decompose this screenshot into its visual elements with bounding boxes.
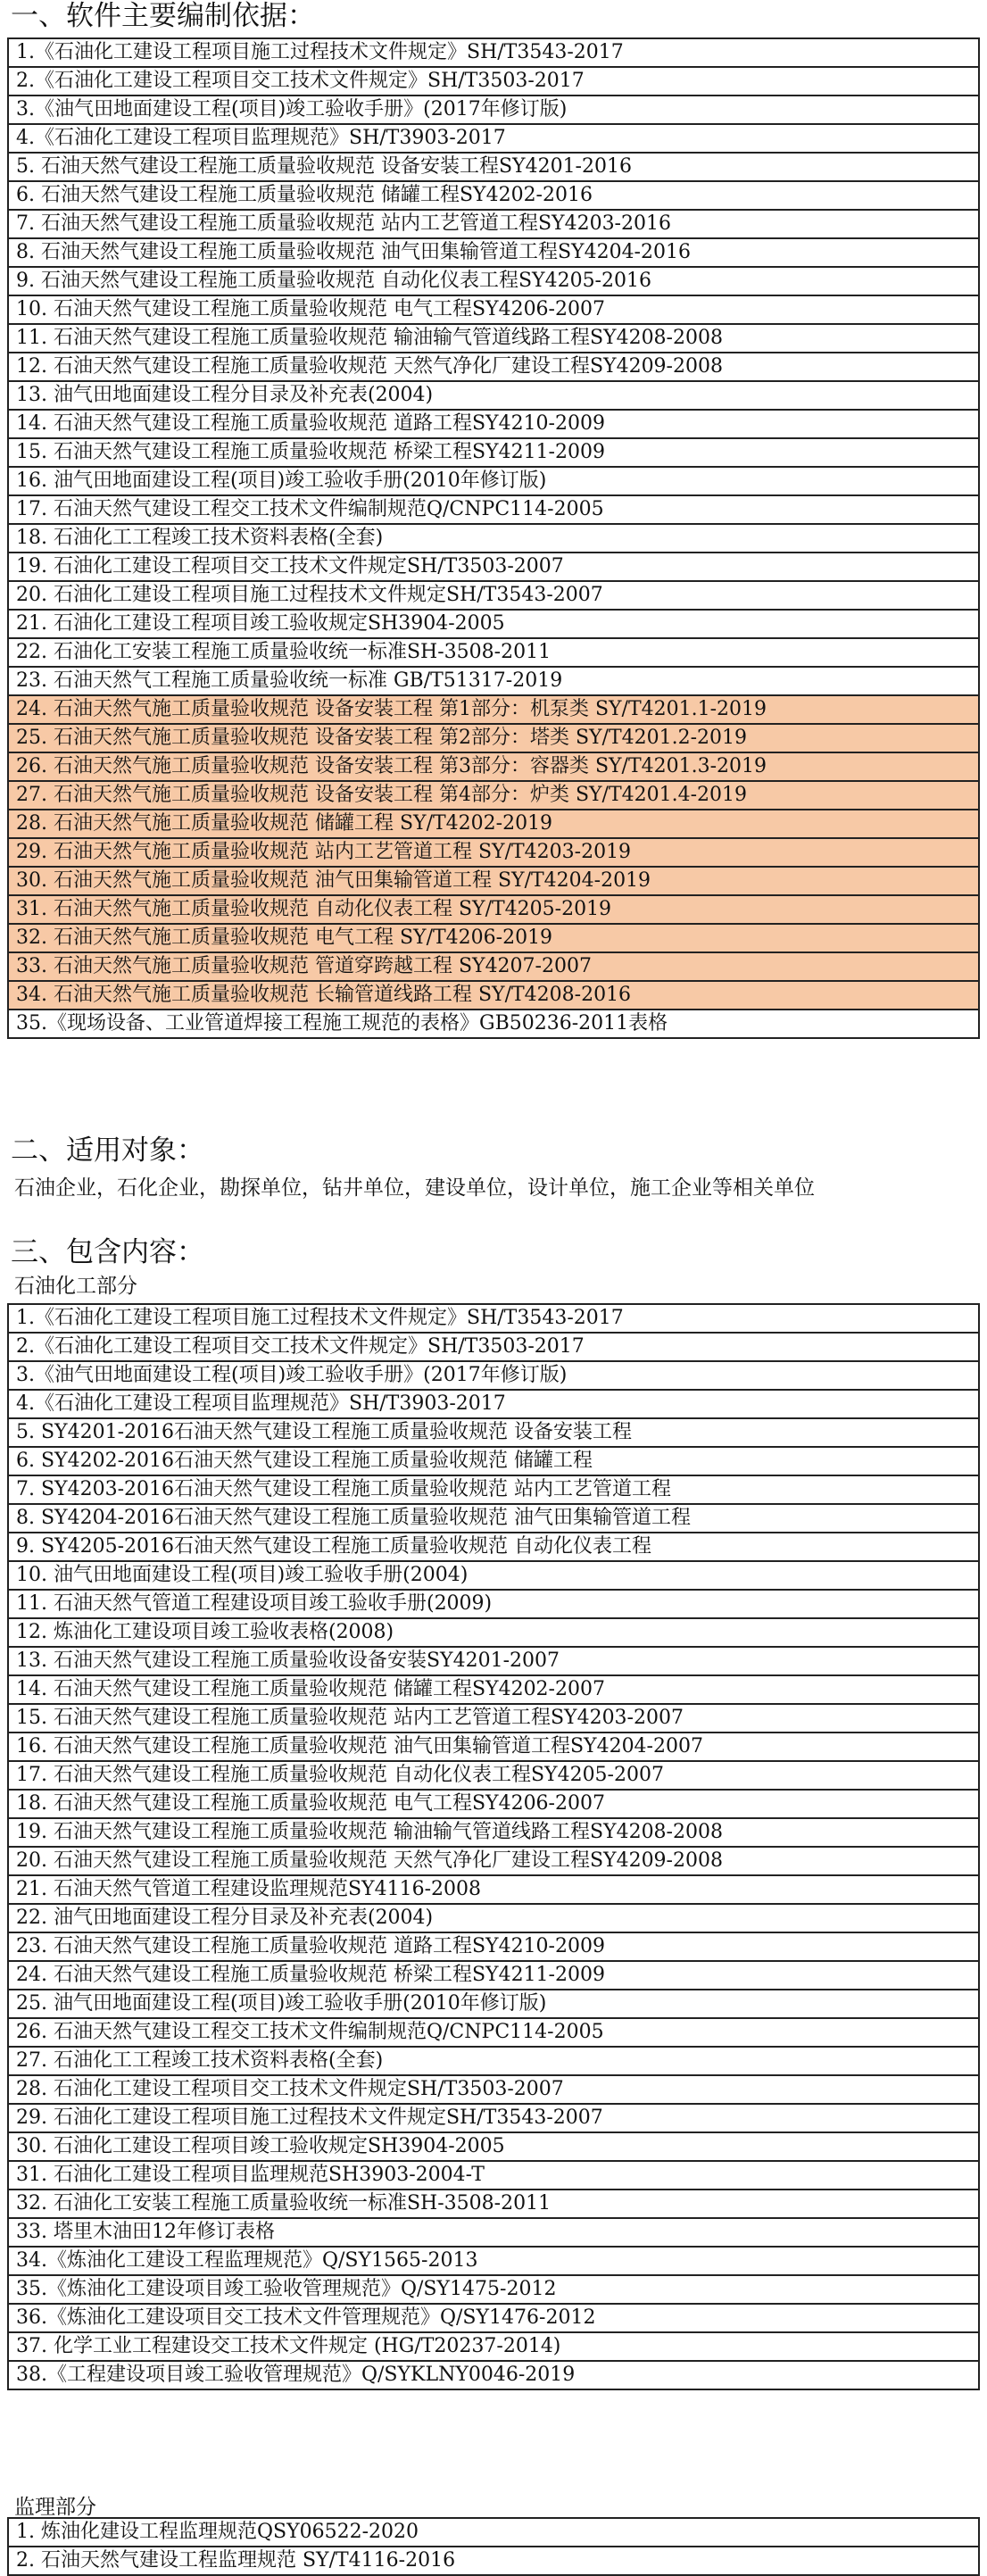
- list-item: 8. SY4204-2016石油天然气建设工程施工质量验收规范 油气田集输管道工程: [8, 1504, 979, 1533]
- table-row: [8, 1675, 979, 1704]
- table-row: [8, 695, 979, 724]
- table-row: [8, 895, 979, 924]
- list-item: 36.《炼油化工建设项目交工技术文件管理规范》Q/SY1476-2012: [8, 2304, 979, 2332]
- table-row: [8, 981, 979, 1010]
- table-row: [8, 2304, 979, 2332]
- table-row: [8, 96, 979, 124]
- table-row: [8, 2518, 979, 2547]
- list-item: 32. 石油化工安装工程施工质量验收统一标准SH-3508-2011: [8, 2190, 979, 2218]
- table-row: [8, 1447, 979, 1475]
- table-row: [8, 553, 979, 581]
- table-row: [8, 1790, 979, 1818]
- table-row: [8, 2190, 979, 2218]
- table-row: [8, 2132, 979, 2161]
- list-item: 15. 石油天然气建设工程施工质量验收规范 站内工艺管道工程SY4203-2007: [8, 1704, 979, 1733]
- table-row: [8, 353, 979, 381]
- list-item: 22. 石油化工安装工程施工质量验收统一标准SH-3508-2011: [8, 638, 979, 667]
- table-row: [8, 1704, 979, 1733]
- list-item: 6. SY4202-2016石油天然气建设工程施工质量验收规范 储罐工程: [8, 1447, 979, 1475]
- list-item: 25. 油气田地面建设工程(项目)竣工验收手册(2010年修订版): [8, 1990, 979, 2018]
- table-row: [8, 267, 979, 295]
- table-row: [8, 952, 979, 981]
- list-item: 25. 石油天然气施工质量验收规范 设备安装工程 第2部分：塔类 SY/T4201.2-2019: [8, 724, 979, 752]
- list-item: 1.《石油化工建设工程项目施工过程技术文件规定》SH/T3543-2017: [8, 1304, 979, 1333]
- table-row: [8, 581, 979, 610]
- list-item: 7. 石油天然气建设工程施工质量验收规范 站内工艺管道工程SY4203-2016: [8, 210, 979, 238]
- table-row: [8, 1847, 979, 1875]
- table-row: [8, 1932, 979, 1961]
- list-item: 4.《石油化工建设工程项目监理规范》SH/T3903-2017: [8, 124, 979, 153]
- table-row: [8, 1475, 979, 1504]
- table-row: [8, 324, 979, 353]
- standards-table: [7, 37, 980, 1039]
- list-item: 10. 石油天然气建设工程施工质量验收规范 电气工程SY4206-2007: [8, 295, 979, 324]
- table-row: [8, 1333, 979, 1361]
- table-row: [8, 67, 979, 96]
- table-row: [8, 1875, 979, 1904]
- table-row: [8, 1761, 979, 1790]
- list-item: 34.《炼油化工建设工程监理规范》Q/SY1565-2013: [8, 2247, 979, 2275]
- table-row: [8, 1304, 979, 1333]
- table-row: [8, 2218, 979, 2247]
- list-item: 31. 石油化工建设工程项目监理规范SH3903-2004-T: [8, 2161, 979, 2190]
- list-item: 23. 石油天然气建设工程施工质量验收规范 道路工程SY4210-2009: [8, 1932, 979, 1961]
- section2-heading: 二、适用对象：: [11, 1134, 204, 1167]
- table-row: [8, 2075, 979, 2104]
- list-item: 2.《石油化工建设工程项目交工技术文件规定》SH/T3503-2017: [8, 67, 979, 96]
- table-row: [8, 1590, 979, 1618]
- list-item: 18. 石油化工工程竣工技术资料表格(全套): [8, 524, 979, 553]
- list-item: 34. 石油天然气施工质量验收规范 长输管道线路工程 SY/T4208-2016: [8, 981, 979, 1010]
- list-item: 3.《油气田地面建设工程(项目)竣工验收手册》(2017年修订版): [8, 96, 979, 124]
- list-item: 13. 油气田地面建设工程分目录及补充表(2004): [8, 381, 979, 410]
- list-item: 27. 石油天然气施工质量验收规范 设备安装工程 第4部分：炉类 SY/T4201.4-2019: [8, 781, 979, 810]
- table-row: [8, 524, 979, 553]
- list-item: 12. 石油天然气建设工程施工质量验收规范 天然气净化厂建设工程SY4209-2008: [8, 353, 979, 381]
- table-row: [8, 181, 979, 210]
- supervision-contents-table: [7, 2517, 980, 2576]
- list-item: 16. 石油天然气建设工程施工质量验收规范 油气田集输管道工程SY4204-2007: [8, 1733, 979, 1761]
- table-row: [8, 1418, 979, 1447]
- list-item: 37. 化学工业工程建设交工技术文件规定 (HG/T20237-2014): [8, 2332, 979, 2361]
- table-row: [8, 781, 979, 810]
- list-item: 35.《现场设备、工业管道焊接工程施工规范的表格》GB50236-2011表格: [8, 1010, 979, 1038]
- list-item: 10. 油气田地面建设工程(项目)竣工验收手册(2004): [8, 1561, 979, 1590]
- list-item: 20. 石油天然气建设工程施工质量验收规范 天然气净化厂建设工程SY4209-2008: [8, 1847, 979, 1875]
- table-row: [8, 1818, 979, 1847]
- list-item: 29. 石油天然气施工质量验收规范 站内工艺管道工程 SY/T4203-2019: [8, 838, 979, 867]
- table-row: [8, 1904, 979, 1932]
- table-row: [8, 495, 979, 524]
- table-row: [8, 467, 979, 495]
- list-item: 18. 石油天然气建设工程施工质量验收规范 电气工程SY4206-2007: [8, 1790, 979, 1818]
- table-row: [8, 2247, 979, 2275]
- table-row: [8, 867, 979, 895]
- list-item: 17. 石油天然气建设工程施工质量验收规范 自动化仪表工程SY4205-2007: [8, 1761, 979, 1790]
- table-row: [8, 638, 979, 667]
- table-row: [8, 2332, 979, 2361]
- list-item: 28. 石油天然气施工质量验收规范 储罐工程 SY/T4202-2019: [8, 810, 979, 838]
- list-item: 14. 石油天然气建设工程施工质量验收规范 道路工程SY4210-2009: [8, 410, 979, 438]
- table-row: [8, 724, 979, 752]
- table-row: [8, 810, 979, 838]
- list-item: 30. 石油化工建设工程项目竣工验收规定SH3904-2005: [8, 2132, 979, 2161]
- list-item: 22. 油气田地面建设工程分目录及补充表(2004): [8, 1904, 979, 1932]
- list-item: 29. 石油化工建设工程项目施工过程技术文件规定SH/T3543-2007: [8, 2104, 979, 2132]
- table-row: [8, 38, 979, 67]
- list-item: 8. 石油天然气建设工程施工质量验收规范 油气田集输管道工程SY4204-2016: [8, 238, 979, 267]
- list-item: 1.《石油化工建设工程项目施工过程技术文件规定》SH/T3543-2017: [8, 38, 979, 67]
- table-row: [8, 1647, 979, 1675]
- list-item: 19. 石油天然气建设工程施工质量验收规范 输油输气管道线路工程SY4208-2008: [8, 1818, 979, 1847]
- list-item: 5. 石油天然气建设工程施工质量验收规范 设备安装工程SY4201-2016: [8, 153, 979, 181]
- list-item: 2. 石油天然气建设工程监理规范 SY/T4116-2016: [8, 2547, 979, 2575]
- list-item: 1. 炼油化建设工程监理规范QSY06522-2020: [8, 2518, 979, 2547]
- list-item: 14. 石油天然气建设工程施工质量验收规范 储罐工程SY4202-2007: [8, 1675, 979, 1704]
- list-item: 13. 石油天然气建设工程施工质量验收设备安装SY4201-2007: [8, 1647, 979, 1675]
- list-item: 24. 石油天然气建设工程施工质量验收规范 桥梁工程SY4211-2009: [8, 1961, 979, 1990]
- list-item: 3.《油气田地面建设工程(项目)竣工验收手册》(2017年修订版): [8, 1361, 979, 1390]
- applicable-audience: 石油企业，石化企业，勘探单位，钻井单位，建设单位，设计单位，施工企业等相关单位: [14, 1176, 815, 1200]
- table-row: [8, 1504, 979, 1533]
- list-item: 28. 石油化工建设工程项目交工技术文件规定SH/T3503-2007: [8, 2075, 979, 2104]
- list-item: 38.《工程建设项目竣工验收管理规范》Q/SYKLNY0046-2019: [8, 2361, 979, 2389]
- table-row: [8, 381, 979, 410]
- table-row: [8, 2547, 979, 2575]
- petrochemical-contents-table: [7, 1303, 980, 2390]
- section3-heading: 三、包含内容：: [11, 1236, 204, 1268]
- table-row: [8, 295, 979, 324]
- list-item: 20. 石油化工建设工程项目施工过程技术文件规定SH/T3543-2007: [8, 581, 979, 610]
- list-item: 26. 石油天然气施工质量验收规范 设备安装工程 第3部分：容器类 SY/T4201.3-2019: [8, 752, 979, 781]
- table-row: [8, 1390, 979, 1418]
- list-item: 24. 石油天然气施工质量验收规范 设备安装工程 第1部分：机泵类 SY/T4201.1-2019: [8, 695, 979, 724]
- table-row: [8, 1733, 979, 1761]
- table-row: [8, 1561, 979, 1590]
- list-item: 5. SY4201-2016石油天然气建设工程施工质量验收规范 设备安装工程: [8, 1418, 979, 1447]
- list-item: 26. 石油天然气建设工程交工技术文件编制规范Q/CNPC114-2005: [8, 2018, 979, 2047]
- list-item: 6. 石油天然气建设工程施工质量验收规范 储罐工程SY4202-2016: [8, 181, 979, 210]
- list-item: 2.《石油化工建设工程项目交工技术文件规定》SH/T3503-2017: [8, 1333, 979, 1361]
- list-item: 11. 石油天然气管道工程建设项目竣工验收手册(2009): [8, 1590, 979, 1618]
- list-item: 35.《炼油化工建设项目竣工验收管理规范》Q/SY1475-2012: [8, 2275, 979, 2304]
- table-row: [8, 610, 979, 638]
- table-row: [8, 1010, 979, 1038]
- petrochemical-part-title: 石油化工部分: [14, 1275, 137, 1298]
- table-row: [8, 1961, 979, 1990]
- list-item: 9. SY4205-2016石油天然气建设工程施工质量验收规范 自动化仪表工程: [8, 1533, 979, 1561]
- list-item: 19. 石油化工建设工程项目交工技术文件规定SH/T3503-2007: [8, 553, 979, 581]
- table-row: [8, 238, 979, 267]
- supervision-part-title: 监理部分: [14, 2496, 96, 2519]
- list-item: 11. 石油天然气建设工程施工质量验收规范 输油输气管道线路工程SY4208-2008: [8, 324, 979, 353]
- table-row: [8, 2361, 979, 2389]
- table-row: [8, 2275, 979, 2304]
- list-item: 23. 石油天然气工程施工质量验收统一标准 GB/T51317-2019: [8, 667, 979, 695]
- list-item: 30. 石油天然气施工质量验收规范 油气田集输管道工程 SY/T4204-2019: [8, 867, 979, 895]
- list-item: 32. 石油天然气施工质量验收规范 电气工程 SY/T4206-2019: [8, 924, 979, 952]
- table-row: [8, 124, 979, 153]
- list-item: 9. 石油天然气建设工程施工质量验收规范 自动化仪表工程SY4205-2016: [8, 267, 979, 295]
- table-row: [8, 2018, 979, 2047]
- table-row: [8, 438, 979, 467]
- table-row: [8, 667, 979, 695]
- list-item: 27. 石油化工工程竣工技术资料表格(全套): [8, 2047, 979, 2075]
- table-row: [8, 1361, 979, 1390]
- section1-heading: 一、软件主要编制依据：: [11, 0, 315, 32]
- table-row: [8, 2161, 979, 2190]
- list-item: 33. 塔里木油田12年修订表格: [8, 2218, 979, 2247]
- table-row: [8, 838, 979, 867]
- list-item: 12. 炼油化工建设项目竣工验收表格(2008): [8, 1618, 979, 1647]
- list-item: 15. 石油天然气建设工程施工质量验收规范 桥梁工程SY4211-2009: [8, 438, 979, 467]
- table-row: [8, 1990, 979, 2018]
- table-row: [8, 410, 979, 438]
- table-row: [8, 1533, 979, 1561]
- list-item: 16. 油气田地面建设工程(项目)竣工验收手册(2010年修订版): [8, 467, 979, 495]
- list-item: 21. 石油天然气管道工程建设监理规范SY4116-2008: [8, 1875, 979, 1904]
- list-item: 31. 石油天然气施工质量验收规范 自动化仪表工程 SY/T4205-2019: [8, 895, 979, 924]
- list-item: 33. 石油天然气施工质量验收规范 管道穿跨越工程 SY4207-2007: [8, 952, 979, 981]
- table-row: [8, 752, 979, 781]
- list-item: 17. 石油天然气建设工程交工技术文件编制规范Q/CNPC114-2005: [8, 495, 979, 524]
- list-item: 21. 石油化工建设工程项目竣工验收规定SH3904-2005: [8, 610, 979, 638]
- list-item: 7. SY4203-2016石油天然气建设工程施工质量验收规范 站内工艺管道工程: [8, 1475, 979, 1504]
- table-row: [8, 210, 979, 238]
- table-row: [8, 2104, 979, 2132]
- table-row: [8, 153, 979, 181]
- table-row: [8, 2047, 979, 2075]
- table-row: [8, 1618, 979, 1647]
- table-row: [8, 924, 979, 952]
- list-item: 4.《石油化工建设工程项目监理规范》SH/T3903-2017: [8, 1390, 979, 1418]
